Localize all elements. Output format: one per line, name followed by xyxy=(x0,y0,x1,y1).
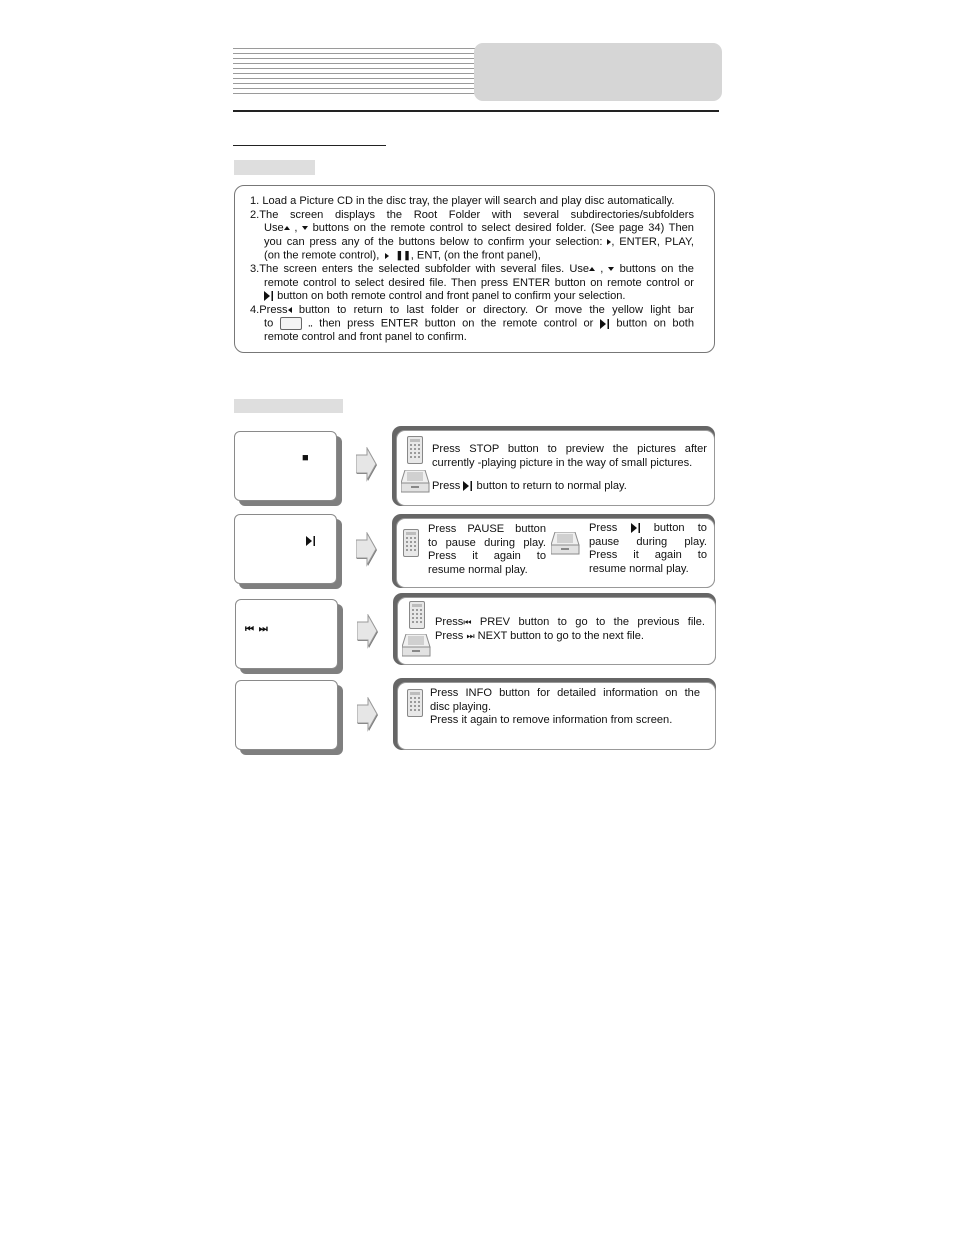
arrow-right-icon xyxy=(356,447,378,483)
play-pause-icon xyxy=(631,523,641,533)
left-arrow-icon xyxy=(288,307,292,313)
skip-description: Press⏮ PREV button to go to the previous file. Press ⏭ NEXT button to go to the next file. xyxy=(435,616,706,642)
info-key-card xyxy=(235,680,338,750)
remote-control-icon xyxy=(409,601,426,630)
player-icon xyxy=(401,470,430,493)
header-rule xyxy=(233,110,719,112)
header-decoration-lines xyxy=(233,48,475,94)
stop-description: Press STOP button to preview the pictures after currently -playing picture in the way of small pictures. Press button to return to normal play. xyxy=(432,443,707,492)
step-2-line-1: 2.The screen displays the Root Folder with several subdirectories/subfolders xyxy=(250,208,694,221)
step-2-line-3: you can press any of the buttons below to confirm your selection: , ENTER, PLAY, xyxy=(264,235,695,248)
stop-key-card xyxy=(234,431,337,501)
pause-panel-description: Press button to pause during play. Press it again to resume normal play. xyxy=(589,522,707,575)
step-4-line-2: to .. then press ENTER button on the remote control or button on both xyxy=(264,317,694,330)
player-icon xyxy=(402,634,431,657)
player-icon xyxy=(551,532,580,555)
play-pause-key-card xyxy=(234,514,337,584)
subsection-label-bar-2 xyxy=(234,399,343,413)
remote-control-icon xyxy=(403,529,420,558)
stop-icon: ■ xyxy=(302,452,309,464)
step-4-line-3: remote control and front panel to confirm. xyxy=(264,331,467,344)
pause-icon: ❚❚ xyxy=(395,250,411,260)
next-icon: ⏭ xyxy=(466,630,475,641)
play-pause-icon xyxy=(306,536,316,546)
play-pause-icon xyxy=(463,481,473,491)
play-pause-icon xyxy=(264,291,274,301)
down-arrow-icon xyxy=(302,226,308,230)
section-title-underline xyxy=(233,145,386,146)
step-2-line-2: Use , buttons on the remote control to select desired folder. (See page 34) Then xyxy=(264,222,694,234)
dots-icon: .. xyxy=(308,319,313,329)
prev-next-icon: ⏮ ⏭ xyxy=(245,624,269,635)
arrow-right-icon xyxy=(356,532,378,568)
remote-control-icon xyxy=(407,436,424,465)
prev-next-key-card xyxy=(235,599,338,669)
up-arrow-icon xyxy=(284,226,290,230)
up-arrow-icon xyxy=(589,267,595,271)
step-3-line-3: button on both remote control and front panel to confirm your selection. xyxy=(250,290,694,304)
pause-remote-description: Press PAUSE button to pause during play. Press it again to resume normal play. xyxy=(428,523,546,576)
step-2-line-4: (on the remote control), ❚❚, ENT, (on the front panel), xyxy=(264,249,541,262)
step-3-line-2: remote control to select desired file. Then press ENTER button on remote control or xyxy=(264,276,694,289)
header-title-box xyxy=(474,43,722,101)
info-description: Press INFO button for detailed information on the disc playing. Press it again to remove information from screen. xyxy=(430,687,700,726)
step-3-line-1: 3.The screen enters the selected subfolder with several files. Use , buttons on the xyxy=(250,263,694,276)
arrow-right-icon xyxy=(357,614,379,650)
play-pause-icon xyxy=(600,319,610,329)
subsection-label-bar xyxy=(234,160,315,175)
arrow-right-icon xyxy=(357,697,379,733)
down-arrow-icon xyxy=(608,267,614,271)
step-4-line-1: 4.Press button to return to last folder or directory. Or move the yellow light bar xyxy=(250,303,694,316)
remote-control-icon xyxy=(407,689,424,718)
instruction-text xyxy=(250,195,694,345)
play-icon xyxy=(385,253,389,259)
step-1: 1. Load a Picture CD in the disc tray, the player will search and play disc automatically. xyxy=(250,195,675,207)
prev-icon: ⏮ xyxy=(463,617,472,627)
return-folder-button-icon xyxy=(280,317,302,330)
